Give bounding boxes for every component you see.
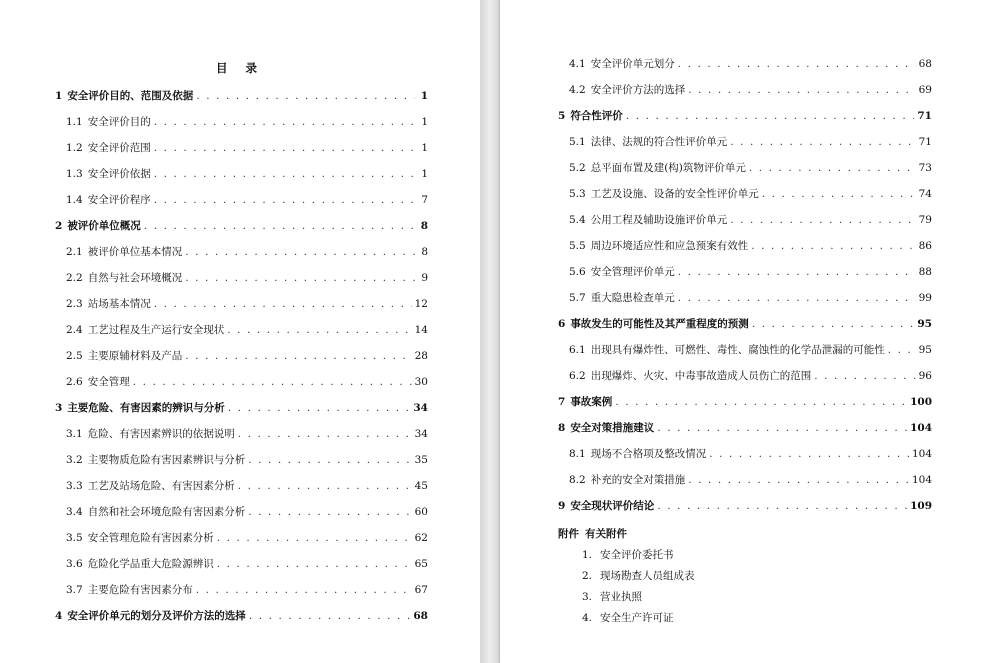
toc-entry-title: 周边环境适应性和应急预案有效性 <box>590 240 749 252</box>
toc-entry-page: 12 <box>414 298 428 310</box>
toc-entry-number: 1 <box>55 90 63 102</box>
toc-leader-dots <box>238 479 412 493</box>
toc-leader-dots <box>133 375 412 389</box>
toc-entry[interactable] <box>55 401 428 415</box>
toc-leader-dots <box>678 291 916 305</box>
toc-entry[interactable] <box>66 479 428 493</box>
toc-entry[interactable] <box>569 291 932 305</box>
toc-entry[interactable] <box>66 453 428 467</box>
toc-entry-number: 8.2 <box>569 474 586 486</box>
toc-leader-dots <box>144 219 415 233</box>
toc-leader-dots <box>154 115 415 129</box>
annex-item-title: 安全生产许可证 <box>600 612 674 624</box>
toc-leader-dots <box>626 109 915 123</box>
toc-entry-title: 公用工程及辅助设施评价单元 <box>590 214 728 226</box>
toc-entry-page: 71 <box>917 110 932 122</box>
toc-entry-page: 104 <box>911 474 932 486</box>
toc-entry-number: 3 <box>55 402 63 414</box>
toc-entry-title: 出现爆炸、火灾、中毒事故造成人员伤亡的范围 <box>590 370 812 382</box>
toc-entry-number: 5 <box>558 110 566 122</box>
toc-entry-title: 安全评价程序 <box>87 194 151 206</box>
toc-leader-dots <box>730 135 915 149</box>
toc-entry-title: 工艺过程及生产运行安全现状 <box>87 324 225 336</box>
toc-entry-page: 68 <box>918 58 932 70</box>
toc-entry[interactable] <box>569 161 932 175</box>
annex-item-number: 4. <box>582 612 593 624</box>
toc-leader-dots <box>678 57 916 71</box>
toc-leader-dots <box>749 161 916 175</box>
toc-leader-dots <box>217 557 412 571</box>
toc-leader-dots <box>249 609 411 623</box>
toc-entry[interactable] <box>66 297 428 311</box>
toc-entry-number: 3.1 <box>66 428 83 440</box>
toc-entry-title: 安全评价单元的划分及评价方法的选择 <box>67 610 246 622</box>
toc-leader-dots <box>217 531 412 545</box>
toc-entry[interactable] <box>66 141 428 155</box>
toc-entry-page: 45 <box>414 480 428 492</box>
toc-leader-dots <box>228 401 411 415</box>
toc-entry[interactable] <box>558 421 932 435</box>
toc-entry-page: 30 <box>414 376 428 388</box>
toc-leader-dots <box>248 505 411 519</box>
toc-entry-number: 3.6 <box>66 558 83 570</box>
toc-entry-page: 88 <box>918 266 932 278</box>
toc-entry[interactable] <box>55 219 428 233</box>
toc-entry-page: 62 <box>414 532 428 544</box>
toc-entry[interactable] <box>66 557 428 571</box>
toc-leader-dots <box>615 395 907 409</box>
toc-entry[interactable] <box>569 369 932 383</box>
annex-title: 有关附件 <box>585 528 627 540</box>
annex-item-number: 2. <box>582 570 593 582</box>
toc-entry-number: 5.4 <box>569 214 586 226</box>
toc-leader-dots <box>196 583 412 597</box>
toc-leader-dots <box>154 167 415 181</box>
toc-entry-number: 6.1 <box>569 344 586 356</box>
toc-entry-page: 71 <box>918 136 932 148</box>
toc-entry-page: 109 <box>910 500 932 512</box>
annex-item-title: 现场勘查人员组成表 <box>600 570 695 582</box>
toc-entry-page: 14 <box>414 324 428 336</box>
toc-entry-page: 34 <box>413 402 428 414</box>
toc-entry-title: 危险化学品重大危险源辨识 <box>87 558 214 570</box>
toc-entry-page: 34 <box>414 428 428 440</box>
toc-entry-title: 主要物质危险有害因素辨识与分析 <box>87 454 246 466</box>
toc-entry[interactable] <box>558 317 932 331</box>
toc-leader-dots <box>154 297 412 311</box>
toc-entry-number: 7 <box>558 396 566 408</box>
toc-entry[interactable] <box>569 265 932 279</box>
toc-entry-number: 6 <box>558 318 566 330</box>
toc-entry-number: 2.5 <box>66 350 83 362</box>
toc-leader-dots <box>678 265 916 279</box>
toc-leader-dots <box>248 453 411 467</box>
toc-entry-title: 被评价单位概况 <box>67 220 141 232</box>
toc-entry-number: 2.6 <box>66 376 83 388</box>
toc-leader-dots <box>752 317 915 331</box>
toc-entry-number: 8.1 <box>569 448 586 460</box>
toc-entry[interactable] <box>569 187 932 201</box>
toc-leader-dots <box>709 447 909 461</box>
toc-entry-title: 站场基本情况 <box>87 298 151 310</box>
toc-entry-page: 73 <box>918 162 932 174</box>
toc-entry-page: 95 <box>918 344 932 356</box>
toc-entry-title: 主要危险有害因素分布 <box>87 584 193 596</box>
toc-entry-page: 1 <box>420 90 428 102</box>
toc-leader-dots <box>196 89 415 103</box>
toc-entry-page: 74 <box>918 188 932 200</box>
toc-entry-page: 96 <box>918 370 932 382</box>
page-right <box>500 0 986 663</box>
toc-entry-number: 5.3 <box>569 188 586 200</box>
annex-item-title: 安全评价委托书 <box>600 549 674 561</box>
toc-entry-number: 3.7 <box>66 584 83 596</box>
toc-entry-title: 补充的安全对策措施 <box>590 474 686 486</box>
toc-entry[interactable] <box>569 83 932 97</box>
toc-entry-title: 安全管理 <box>87 376 130 388</box>
toc-entry-title: 安全评价单元划分 <box>590 58 675 70</box>
toc-entry-number: 2 <box>55 220 63 232</box>
toc-leader-dots <box>227 323 411 337</box>
toc-entry-number: 4.1 <box>569 58 586 70</box>
annex-heading <box>558 526 627 541</box>
toc-entry-number: 9 <box>558 500 566 512</box>
toc-entry[interactable] <box>66 427 428 441</box>
toc-entry-title: 安全评价范围 <box>87 142 151 154</box>
toc-leader-dots <box>688 83 915 97</box>
toc-entry-number: 5.7 <box>569 292 586 304</box>
toc-entry-title: 出现具有爆炸性、可燃性、毒性、腐蚀性的化学品泄漏的可能性 <box>590 344 885 356</box>
page-left <box>0 0 480 663</box>
toc-entry-title: 重大隐患检查单元 <box>590 292 675 304</box>
toc-entry-page: 8 <box>420 220 428 232</box>
toc-leader-dots <box>185 271 415 285</box>
toc-entry-number: 1.1 <box>66 116 83 128</box>
annex-item-number: 1. <box>582 549 593 561</box>
toc-entry-page: 60 <box>414 506 428 518</box>
toc-entry[interactable] <box>569 135 932 149</box>
toc-entry-page: 1 <box>421 142 428 154</box>
toc-entry[interactable] <box>569 473 932 487</box>
toc-entry-page: 69 <box>918 84 932 96</box>
toc-entry-title: 安全评价依据 <box>87 168 151 180</box>
toc-entry-number: 1.2 <box>66 142 83 154</box>
toc-entry-title: 安全管理评价单元 <box>590 266 675 278</box>
toc-leader-dots <box>154 193 415 207</box>
toc-entry-number: 3.5 <box>66 532 83 544</box>
toc-leader-dots <box>185 349 411 363</box>
toc-entry[interactable] <box>558 109 932 123</box>
toc-leader-dots <box>814 369 915 383</box>
toc-leader-dots <box>657 421 907 435</box>
toc-entry-number: 2.1 <box>66 246 83 258</box>
toc-title: 目 录 <box>215 61 264 75</box>
toc-entry-number: 3.2 <box>66 454 83 466</box>
toc-entry-title: 安全评价目的、范围及依据 <box>67 90 194 102</box>
toc-entry-title: 主要危险、有害因素的辨识与分析 <box>67 402 225 414</box>
toc-entry-title: 主要原辅材料及产品 <box>87 350 183 362</box>
toc-entry-number: 1.3 <box>66 168 83 180</box>
toc-entry-page: 35 <box>414 454 428 466</box>
page-gutter <box>480 0 500 663</box>
toc-entry-title: 被评价单位基本情况 <box>87 246 183 258</box>
toc-entry[interactable] <box>66 375 428 389</box>
toc-entry-page: 1 <box>421 168 428 180</box>
toc-entry-page: 99 <box>918 292 932 304</box>
toc-entry[interactable] <box>569 239 932 253</box>
toc-entry[interactable] <box>66 193 428 207</box>
toc-entry[interactable] <box>66 349 428 363</box>
toc-leader-dots <box>888 343 916 357</box>
toc-entry-title: 事故发生的可能性及其严重程度的预测 <box>570 318 749 330</box>
toc-entry[interactable] <box>558 499 932 513</box>
toc-entry-title: 自然与社会环境概况 <box>87 272 183 284</box>
annex-item-number: 3. <box>582 591 593 603</box>
toc-entry-title: 事故案例 <box>570 396 613 408</box>
toc-entry[interactable] <box>569 213 932 227</box>
toc-entry[interactable] <box>558 395 932 409</box>
toc-entry-title: 总平面布置及建(构)筑物评价单元 <box>590 162 746 174</box>
toc-entry[interactable] <box>66 115 428 129</box>
annex-item <box>582 568 695 583</box>
toc-entry-number: 5.1 <box>569 136 586 148</box>
toc-entry-title: 安全现状评价结论 <box>570 500 655 512</box>
toc-entry-page: 95 <box>917 318 932 330</box>
toc-entry[interactable] <box>569 343 932 357</box>
toc-entry-title: 工艺及站场危险、有害因素分析 <box>87 480 235 492</box>
toc-entry-number: 3.4 <box>66 506 83 518</box>
toc-leader-dots <box>751 239 915 253</box>
toc-entry-number: 4 <box>55 610 63 622</box>
toc-entry-page: 104 <box>910 422 932 434</box>
annex-item-title: 营业执照 <box>600 591 643 603</box>
toc-entry[interactable] <box>66 531 428 545</box>
toc-entry-page: 65 <box>414 558 428 570</box>
toc-entry-page: 68 <box>413 610 428 622</box>
toc-entry-number: 6.2 <box>569 370 586 382</box>
toc-entry-title: 法律、法规的符合性评价单元 <box>590 136 728 148</box>
toc-entry-number: 3.3 <box>66 480 83 492</box>
toc-entry[interactable] <box>66 583 428 597</box>
toc-leader-dots <box>657 499 907 513</box>
toc-leader-dots <box>238 427 412 441</box>
toc-entry-number: 5.2 <box>569 162 586 174</box>
toc-entry[interactable] <box>569 447 932 461</box>
toc-leader-dots <box>688 473 909 487</box>
toc-entry-page: 67 <box>414 584 428 596</box>
toc-entry-number: 2.4 <box>66 324 83 336</box>
toc-entry[interactable] <box>66 167 428 181</box>
toc-entry[interactable] <box>66 505 428 519</box>
toc-entry-title: 危险、有害因素辨识的依据说明 <box>87 428 235 440</box>
toc-leader-dots <box>185 245 415 259</box>
toc-entry-page: 86 <box>918 240 932 252</box>
toc-entry-page: 104 <box>911 448 932 460</box>
toc-entry-page: 28 <box>414 350 428 362</box>
toc-entry-page: 8 <box>421 246 428 258</box>
toc-entry-title: 安全评价目的 <box>87 116 151 128</box>
annex-label: 附件 <box>558 528 579 540</box>
toc-entry-title: 符合性评价 <box>570 110 623 122</box>
annex-item <box>582 610 674 625</box>
toc-entry-page: 1 <box>421 116 428 128</box>
toc-leader-dots <box>730 213 915 227</box>
toc-entry-page: 9 <box>421 272 428 284</box>
toc-entry[interactable] <box>55 89 428 103</box>
toc-entry-number: 1.4 <box>66 194 83 206</box>
toc-entry-title: 安全评价方法的选择 <box>590 84 686 96</box>
toc-entry-title: 现场不合格项及整改情况 <box>590 448 707 460</box>
toc-entry-title: 工艺及设施、设备的安全性评价单元 <box>590 188 759 200</box>
toc-entry-page: 100 <box>910 396 932 408</box>
toc-entry-title: 安全管理危险有害因素分析 <box>87 532 214 544</box>
annex-item <box>582 589 642 604</box>
toc-entry-title: 自然和社会环境危险有害因素分析 <box>87 506 246 518</box>
toc-entry[interactable] <box>55 609 428 623</box>
toc-entry-number: 2.3 <box>66 298 83 310</box>
toc-entry-number: 8 <box>558 422 566 434</box>
toc-entry-number: 5.6 <box>569 266 586 278</box>
toc-entry[interactable] <box>66 245 428 259</box>
annex-item <box>582 547 674 562</box>
toc-entry[interactable] <box>569 57 932 71</box>
toc-entry-title: 安全对策措施建议 <box>570 422 655 434</box>
toc-entry[interactable] <box>66 323 428 337</box>
toc-entry-number: 5.5 <box>569 240 586 252</box>
toc-leader-dots <box>762 187 916 201</box>
toc-entry-number: 4.2 <box>569 84 586 96</box>
toc-entry[interactable] <box>66 271 428 285</box>
toc-entry-page: 7 <box>421 194 428 206</box>
toc-entry-number: 2.2 <box>66 272 83 284</box>
toc-leader-dots <box>154 141 415 155</box>
toc-entry-page: 79 <box>918 214 932 226</box>
